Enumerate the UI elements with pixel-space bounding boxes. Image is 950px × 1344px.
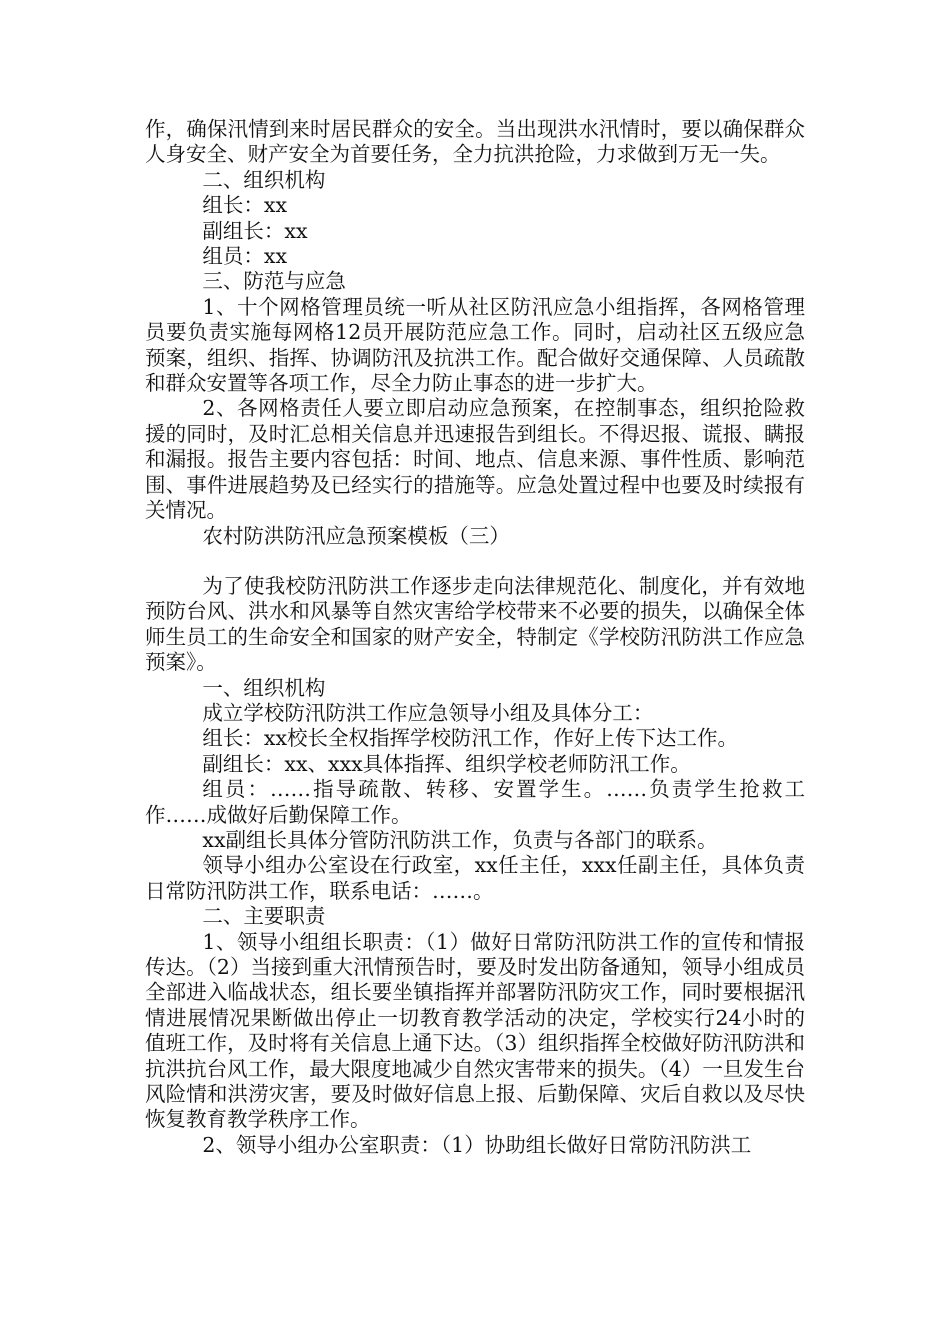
heading-prevention-emergency: 三、防范与应急 xyxy=(202,269,346,294)
paragraph-continuation: 作，确保汛情到来时居民群众的安全。当出现洪水汛情时，要以确保群众人身安全、财产安全为首要任务，全力抗洪抢险，力求做到万无一失。 xyxy=(145,117,805,167)
heading-organization: 二、组织机构 xyxy=(202,167,326,192)
line-deputy-leader: 副组长：xx xyxy=(202,218,308,243)
paragraph-item-1: 1、十个网格管理员统一听从社区防汛应急小组指挥，各网格管理员要负责实施每网格12员开展防范应急工作。同时，启动社区五级应急预案，组织、指挥、协调防汛及抗洪工作。配合做好交通保障、人员疏散和群众安置等各项工作，尽全力防止事态的进一步扩大。 xyxy=(145,294,805,396)
paragraph-office-duties: 2、领导小组办公室职责：（1）协助组长做好日常防汛防洪工 xyxy=(202,1132,752,1157)
line-school-leader: 组长：xx校长全权指挥学校防汛工作，作好上传下达工作。 xyxy=(202,726,739,751)
line-deputy-duty: xx副组长具体分管防汛防洪工作，负责与各部门的联系。 xyxy=(202,827,718,852)
line-office: 领导小组办公室设在行政室，xx任主任，xxx任副主任，具体负责日常防汛防洪工作，联系电话：……。 xyxy=(145,853,805,903)
heading-organization-2: 一、组织机构 xyxy=(202,675,326,700)
section-title: 农村防洪防汛应急预案模板（三） xyxy=(202,523,510,548)
paragraph-intro: 为了使我校防汛防洪工作逐步走向法律规范化、制度化，并有效地预防台风、洪水和风暴等自然灾害给学校带来不必要的损失，以确保全体师生员工的生命安全和国家的财产安全，特制定《学校防汛防洪工作应急预案》。 xyxy=(145,573,805,675)
document-body xyxy=(145,117,805,1158)
line-establish-group: 成立学校防汛防洪工作应急领导小组及具体分工： xyxy=(202,700,654,725)
paragraph-leader-duties: 1、领导小组组长职责：（1）做好日常防汛防洪工作的宣传和情报传达。（2）当接到重大汛情预告时，要及时发出防备通知，领导小组成员全部进入临战状态，组长要坐镇指挥并部署防汛防灾工作，同时要根据汛情进展情况果断做出停止一切教育教学活动的决定，学校实行24小时的值班工作，及时将有关信息上通下达。（3）组织指挥全校做好防汛防洪和抗洪抗台风工作，最大限度地减少自然灾害带来的损失。（4）一旦发生台风险情和洪涝灾害，要及时做好信息上报、后勤保障、灾后自救以及尽快恢复教育教学秩序工作。 xyxy=(145,929,805,1132)
line-school-deputy: 副组长：xx、xxx具体指挥、组织学校老师防汛工作。 xyxy=(202,751,691,776)
line-leader: 组长：xx xyxy=(202,193,288,218)
line-school-members: 组员：……指导疏散、转移、安置学生。……负责学生抢救工作……成做好后勤保障工作。 xyxy=(145,777,805,827)
line-members: 组员：xx xyxy=(202,244,288,269)
heading-main-duties: 二、主要职责 xyxy=(202,904,326,929)
paragraph-item-2: 2、各网格责任人要立即启动应急预案，在控制事态，组织抢险救援的同时，及时汇总相关信息并迅速报告到组长。不得迟报、谎报、瞒报和漏报。报告主要内容包括：时间、地点、信息来源、事件性质、影响范围、事件进展趋势及已经实行的措施等。应急处置过程中也要及时续报有关情况。 xyxy=(145,396,805,523)
